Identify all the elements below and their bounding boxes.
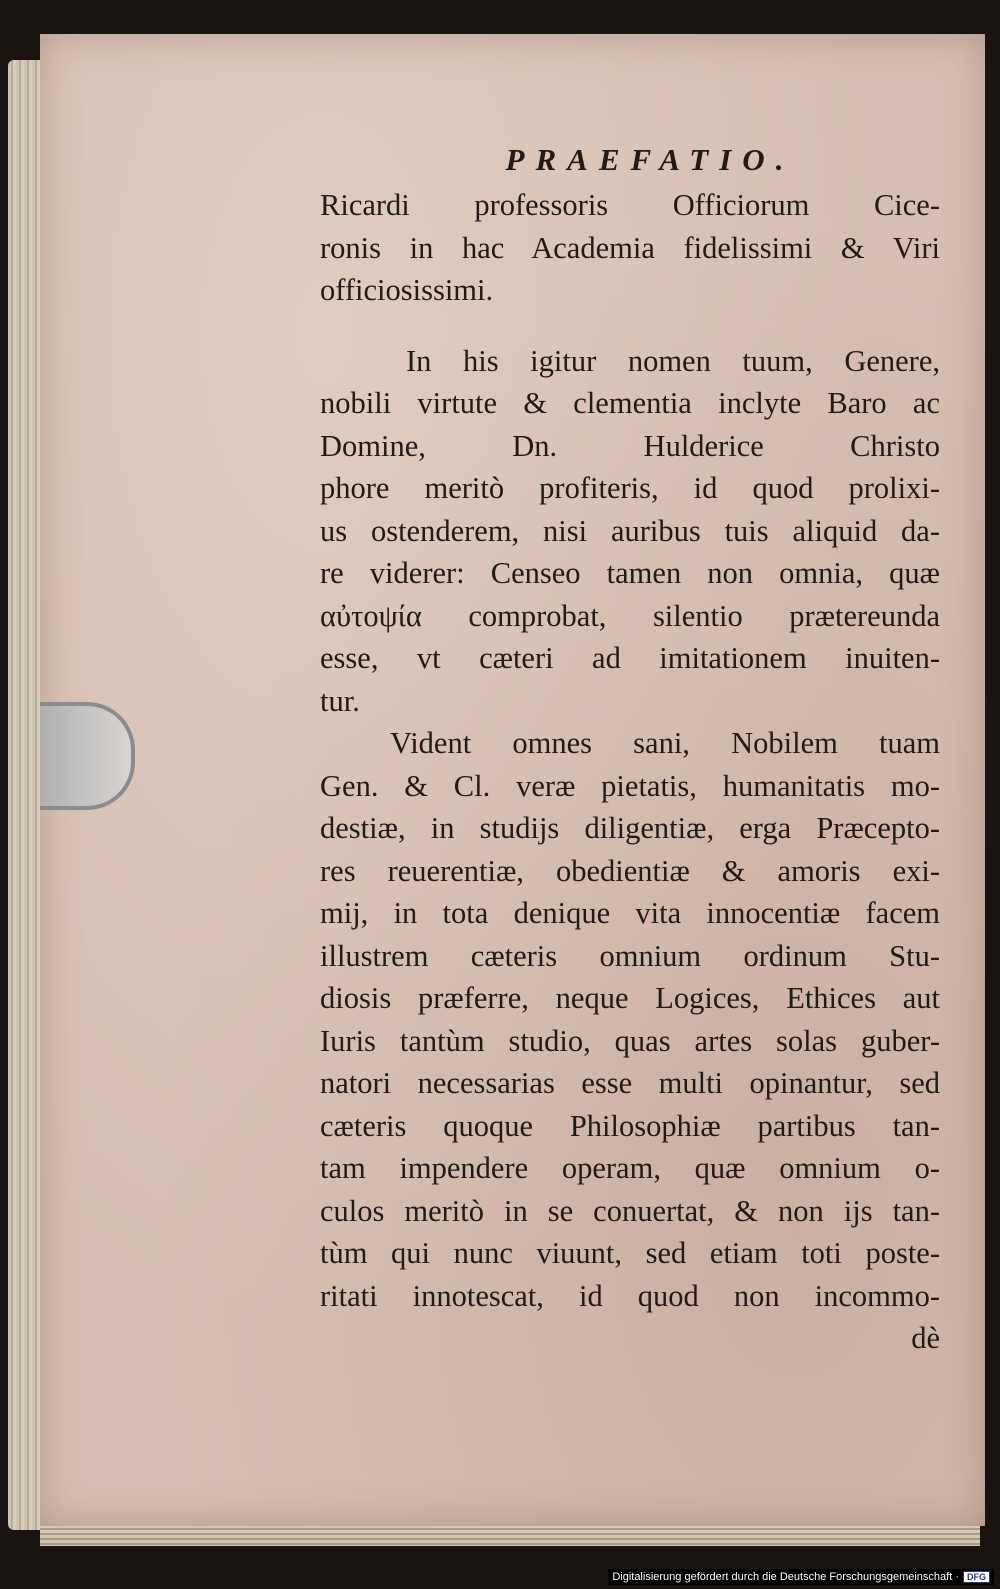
- text-line: tùm qui nunc viuunt, sed etiam toti poste-: [320, 1236, 940, 1270]
- paragraph-2: [320, 340, 940, 723]
- text-line: Iuris tantùm studio, quas artes solas guber-: [320, 1023, 940, 1058]
- text-line: destiæ, in studijs diligentiæ, erga Præcepto-: [320, 811, 940, 845]
- paragraph-3: [320, 722, 940, 1317]
- text-line: Vident omnes sani, Nobilem tuam: [390, 726, 940, 760]
- text-line: Domine, Dn. Hulderice Christo: [320, 428, 940, 463]
- text-line: In his igitur nomen tuum, Genere,: [406, 343, 940, 378]
- text-line: nobili virtute & clementia inclyte Baro ac: [320, 386, 940, 420]
- credit-text: Digitalisierung gefördert durch die Deutsche Forschungsgemeinschaft ·: [612, 1571, 959, 1583]
- text-line: mij, in tota denique vita innocentiæ facem: [320, 896, 940, 930]
- text-line: Ricardi professoris Officiorum Cice-: [320, 188, 940, 222]
- text-line: re viderer: Censeo tamen non omnia, quæ: [320, 556, 940, 590]
- digitization-credit: [608, 1569, 994, 1585]
- page-clip: [40, 702, 135, 810]
- text-line: natori necessarias esse multi opinantur, sed: [320, 1066, 940, 1100]
- paragraph-1: [320, 184, 940, 312]
- text-line: ritati innotescat, id quod non incommo-: [320, 1278, 940, 1313]
- text-line: esse, vt cæteri ad imitationem inuiten-: [320, 641, 940, 675]
- text-line: diosis præferre, neque Logices, Ethices aut: [320, 981, 940, 1015]
- text-line: culos meritò in se conuertat, & non ijs tan-: [320, 1193, 940, 1228]
- text-line: Gen. & Cl. veræ pietatis, humanitatis mo-: [320, 768, 940, 803]
- text-line: res reuerentiæ, obedientiæ & amoris exi-: [320, 853, 940, 888]
- text-block: [320, 142, 940, 1360]
- text-line: officiosissimi.: [320, 273, 494, 307]
- text-line: us ostenderem, nisi auribus tuis aliquid da-: [320, 513, 940, 548]
- text-line: tam impendere operam, quæ omnium o-: [320, 1151, 940, 1185]
- text-line: phore meritò profiteris, id quod prolixi-: [320, 471, 940, 505]
- text-line: tur.: [320, 683, 360, 718]
- text-line: αὐτοψία comprobat, silentio prætereunda: [320, 598, 940, 633]
- text-line: illustrem cæteris omnium ordinum Stu-: [320, 938, 940, 973]
- text-line: ronis in hac Academia fidelissimi & Viri: [320, 230, 940, 265]
- catchword: dè: [911, 1321, 940, 1355]
- running-head: PRAEFATIO.: [505, 142, 795, 177]
- text-line: cæteris quoque Philosophiæ partibus tan-: [320, 1108, 940, 1143]
- dfg-logo-icon: DFG: [963, 1571, 990, 1583]
